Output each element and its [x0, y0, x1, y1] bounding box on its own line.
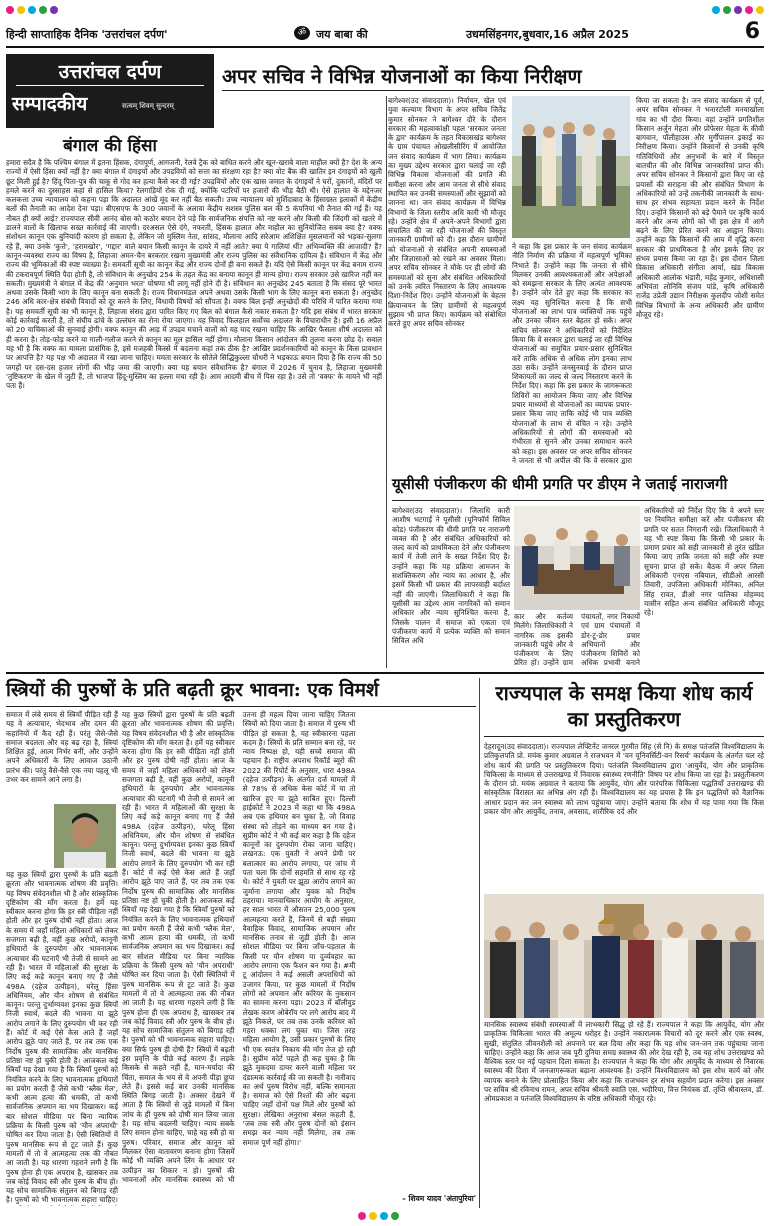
author-photo: [54, 804, 116, 868]
header-dateline: उधमसिंहनगर,बुधवार,16 अप्रैल 2025: [466, 28, 629, 41]
editorial-separator: [386, 96, 387, 668]
article2-col-c: अधिकारियों को निर्देश दिए कि वे अपने स्तर पर नियमित समीक्षा करें और पंजीकरण की प्रगति पर सतत निगरानी रखें। जिलाधिकारी ने यह भी स्पष्ट किया कि किसी भी प्रकार के प्रमाण प्रचार को सही जानकारी से तुरंत खंडित किया जाए ताकि जनता को सही और स्पष्ट सूचना प्राप्त हो सके। बैठक में अपर जिला अधिकारी एनएस नबियाल, सीडीओ आरसी तिवारी, उपजिला अधिकारी मोनिका, अनिल सिंह रावत, डीओ नगर पालिका मोहम्मद यासीन सहित अन्य संबंधित अधिकारी मौजूद रहे।: [644, 506, 764, 618]
article1-headline: अपर सचिव ने विभिन्न योजनाओं का किया निरीक्षण: [222, 65, 582, 88]
page-number: 6: [744, 19, 760, 44]
article2-col-a: बागेश्वर(उद संवाददाता)। जिलाधि कारी आशीष भटगाईं ने यूसीसी (यूनिफॉर्म सिविल कोड) पंजीकरण की धीमी प्रगति पर नाराजगी व्यक्त की है और संबंधित अधिकारियों को जल्द कार्य को प्राथमिकता देने और पंजीकरण कार्य में तेजी लाने के सख्त निर्देश दिए हैं। उन्होंने कहा कि यह प्रक्रिया आमजन के सशक्तिकरण और न्याय का आधार है, और इसमें किसी भी प्रकार की लापरवाही बर्दाश्त नहीं की जाएगी। जिलाधिकारी ने कहा कि यूसीसी का उद्देश्य आम नागरिकों को समान अधिकार और न्याय सुनिश्चित करना है, जिसके पालन में समाज को एकता एवं पंजीकरण कार्य में प्रत्येक व्यक्ति को समान सिविल अधि: [392, 506, 510, 646]
article1-col-a: बागेश्वर(उद संवाददाता)। निर्वाचन, खेल एवं युवा कल्याण विभाग के अपर सचिव जितेंद्र कुमार सोनकर ने बागेश्वर दौरे के दौरान सरकार की महत्वाकांक्षी पहल 'सरकार जनता के द्वार' कार्यक्रम के तहत विकासखंड बागेश्वर के ग्राम पंचायत ओखलीसीरिंग में आयोजित जन संवाद कार्यक्रम में भाग लिया। कार्यक्रम का मुख्य उद्देश्य सरकार द्वारा चलाई जा रही विभिन्न विकास योजनाओं की प्रगति की समीक्षा करना और आम जनता से सीधे संवाद स्थापित कर उनकी समस्याओं और सुझावों को जानना था। जन संवाद कार्यक्रम में विभिन्न विभागों के जिला स्तरीय अधि कारी भी मौजूद रहे। उन्होंने क्षेत्र में अपने-अपने विभागों द्वारा संचालित की जा रही योजनाओं की विस्तृत जानकारी ग्रामीणों को दी। इस दौरान ग्रामीणों को योजनाओं से संबंधित अपनी समस्याओं और जिज्ञासाओं को रखने का अवसर मिला। अपर सचिव सोनकर ने मौके पर ही लोगों की समस्याओं को सुना और संबंधित अधिकारियों को उनके त्वरित निस्तारण के लिए आवश्यक दिशा-निर्देश दिए। उन्होंने योजनाओं के बेहतर क्रियान्वयन के लिए ग्रामीणों से महत्वपूर्ण सुझाव भी प्राप्त किए। कार्यक्रम को संबोधित करते हुए अपर सचिव सोनकर: [388, 96, 506, 329]
color-dot-1: [6, 6, 14, 14]
article4-headline: राज्यपाल के समक्ष किया शोध कार्य का प्रस्तुतिकरण: [495, 681, 753, 731]
officials-inspection-photo: [512, 96, 630, 238]
article3-body-left: यह कुछ स्त्रियों द्वारा पुरुषों के प्रति बढ़ती क्रूरता और भावनात्मक शोषण की प्रवृत्ति। यह विषय संवेदनशील भी है और सांस्कृतिक दृष्टिकोण की माँग करता है। हमें यह स्वीकार करना होगा कि हर स्त्री पीड़िता नहीं होती और हर पुरुष दोषी नहीं होता। आज के समय में जहाँ महिला अधिकारों को लेकर सजगता बढ़ी है, वहीं कुछ अरोपों, कानूनी हथियारों के दुरुपयोग और भावनात्मक अत्याचार की घटनाएँ भी तेजी से सामने आ रही हैं। भारत में महिलाओं की सुरक्षा के लिए कई कड़े कानून बनाए गए हैं जैसे 498A (दहेज उत्पीड़न), घरेलू हिंसा अधिनियम, और यौन शोषण से संबंधित कानून। परन्तु दुर्भाग्यवश इनका कुछ स्त्रियाँ निजी स्वार्थ, बदले की भावना या झूठे आरोप लगाने के लिए दुरुपयोग भी कर रही हैं। कोर्ट में कई ऐसे केस आते हैं जहाँ आरोप झूठे पाए जाते हैं, पर तब तक एक निर्दोष पुरुष की सामाजिक और मानसिक प्रतिष्ठा नष्ट हो चुकी होती है। आजकल कई स्त्रियाँ यह देखा गया है कि स्त्रियाँ पुरुषों को नियंत्रित करने के लिए भावनात्मक हथियारों का प्रयोग करती हैं जैसे कभी 'ब्लैक मेल', कभी आत्म हत्या की धमकी, तो कभी सार्वजनिक अपमान का भय दिखाकर। कई बार सोशल मीडिया पर बिना न्यायिक प्रक्रिया के किसी पुरुष को 'यौन अपराधी' घोषित कर दिया जाता है। ऐसी स्थितियों में पुरुष मानसिक रूप से टूट जाते हैं। कुछ मामलों में तो वे आत्महत्या तक की नौबत आ जाती है। यह धारणा गहराने लगी है कि पुरुष होना ही एक अपराध है, खासकर तब जब कोई विवाद स्त्री और पुरुष के बीच हो। यह सोच सामाजिक संतुलन को बिगाड़ रही है। पुरुषों को भी भावनात्मक सहारा चाहिए।: [6, 870, 118, 1205]
editorial-title: उत्तरांचल दर्पण: [58, 61, 162, 83]
color-dot-r4: [745, 6, 753, 14]
newspaper-name: हिन्दी साप्ताहिक दैनिक 'उत्तरांचल दर्पण': [6, 28, 168, 41]
article1-col-c: किया जा सकता है। जन संवाद कार्यक्रम से पूर्व, अपर सचिव सोनकर ने भनारटोली मनयाखोला गांव का भी दौरा किया। वहां उन्होंने प्रगतिशील किसान अर्जुन मेहता और प्रोफेसर मेहता के कीवी बागवान, पॉलीहाउस और मुर्गीपालन इकाई का निरीक्षण किया। उन्होंने किसानों से उनकी कृषि गतिविधियों और अनुभवों के बारे में विस्तृत बातचीत की और विभिन्न जानकारियां प्राप्त कीं। अपर सचिव सोनकर ने किसानों द्वारा किए जा रहे प्रयासों की सराहना की और संबंधित विभाग के अधिकारियों को उन्हें तकनीकी जानकारी के साथ-साथ हर संभव सहायता प्रदान करने के निर्देश दिए। उन्होंने किसानों को बड़े पैमाने पर कृषि कार्य करने और अन्य लोगों को भी इस क्षेत्र में आगे बढ़ने के लिए प्रेरित करने का आह्वान किया। उन्होंने कहा कि किसानों की आय में वृद्धि करना सरकार की प्राथमिकता है और इसके लिए हर संभव प्रयास किया जा रहा है। इस दौरान जिला विकास अधिकारी संगीता आर्या, खंड विकास अधिकारी आलोक भंडारी, महेंद्र कुमार, अधिशासी अभियंता लोनिवि संजय पांडे, कृषि अधिकारी राजेंद्र उप्रेती उद्यान निरीक्षक कुलदीप जोशी समेत विभिन्न विभागों के अन्य अधिकारी और ग्रामीण मौजूद रहे।: [636, 96, 764, 319]
section-divider: [6, 672, 764, 674]
color-dot-5: [50, 6, 58, 14]
editorial-divider: [16, 85, 204, 86]
bottom-dot-4: [391, 1212, 399, 1220]
color-dot-2: [17, 6, 25, 14]
om-emblem-icon: ॐ: [294, 26, 310, 40]
bottom-dot-1: [358, 1212, 366, 1220]
bottom-dot-2: [369, 1212, 377, 1220]
article2-headline: यूसीसी पंजीकरण की धीमी प्रगति पर डीएम ने जताई नाराजगी: [392, 475, 728, 493]
header-slogan: जय बाबा की: [316, 28, 368, 41]
article2-col-b: कार और कर्तव्य मिलेंगे। जिलाधिकारी ने नागरिक तक इसकी जानकारी पहुंचे और वे पंजीकरण के लिए प्रेरित हों। उन्होंने ग्राम पंचायतों, नगर निकायों एवं ग्राम पंचायतों में डोर-टू-डोर प्रचार अभियानों और पंजीकरण शिविरों को अधिक प्रभावी बनाने: [514, 612, 640, 668]
editorial-body: हमारा सदैव है कि पश्चिम बंगाल में इतना हिंसक, दंगापूर्ण, आगजनी, रेलवे ट्रैक को बाधित करने और खून-खराबे वाला माहौल क्यों है? देश के अन्य राज्यों में ऐसी हिंसा क्यों नहीं है? क्या बंगाल में दंगाइयों और उपद्रवियों को सत्ता का संरक्षण रहा है? क्या वोट बैंक की खातिर इन दंगाइयों को खुली छूट मिली हुई है? हिंदू पिता-पुत्र की चाकू से गोद कर हत्या कैसे कर दी गई? उपद्रवियों और एक खास जमात के दंगाइयों ने घरों, दुकानों, मंदिरों पर हमले करने का दुस्साहस कहां से हासिल किया? रेलगाड़ियों रोक दी गई, क्योंकि पटरियों पर हजारों की भीड़ बैठी थी। ऐसे हालात के मद्देनजर कलकत्ता उच्च न्यायालय को कहना पड़ा कि अदालत आंखें मूंद कर नहीं बैठ सकती। उच्च न्यायालय को मुर्शिदाबाद के हिंसाग्रस्त इलाकों में केंद्रीय बलों की तैनाती का आदेश देना पड़ा। बीएसएफ के 300 जवानों के अलावा केंद्रीय सशस्त्र पुलिस बल की 5 कंपनियां भी तैनात की गई हैं। यह नौबत ही क्यों आई? राज्यपाल सीवी आनंद बोस को कठोर बयान देने पड़े कि सार्वजनिक संपत्ति को नष्ट करने और किसी की जिंदगी को खतरे में डालने वालों के खिलाफ सख्त कार्रवाई की जाएगी। दरअसल ऐसे दंगे, नफरती, हिंसक हालात और माहौल का सुनियोजित सबब क्या है? वक्फ संशोधन कानून एक बुनियादी कारण हो सकता है, लेकिन जो मुस्लिम नेता, सांसद, मौलाना आदि सरेआम अशिक्षित मुसलमानों को भड़का-सुलगा रहे हैं, क्या उनके 'कुत्ते', 'हरामखोर', 'गद्दार' वाले बयान किसी कानून के दायरे में नहीं आते? क्या ये गालियां थीं? अभिव्यक्ति की आजादी? हैं? कानून-व्यवस्था राज्य का विषय है, लिहाजा अमन-चैन बरकरार रखना मुख्यमंत्री और राज्य पुलिस का संवैधानिक दायित्व है। संविधान में केंद्र और राज्य की भूमिकाओं की स्पष्ट व्याख्या है। समवर्ती सूची का कानून केंद्र और राज्य दोनों ही बना सकते हैं। यदि ऐसे किसी कानून पर केंद्र बनाम राज्य की टकरावपूर्ण स्थिति पैदा होती है, तो संविधान के अनुच्छेद 254 के तहत केंद्र का बनाया कानून ही मान्य होगा। राज्य सरकार उसे खारिज नहीं कर सकती। मुख्यमंत्री ने बंगाल में केंद्र की 'अनुमान भरत' घोषणा भी लागू नहीं होने दी है। संविधान का अनुच्छेद 245 बताता है कि संसद पूरे भारत अथवा उसके किसी भाग के लिए कानून बना सकती है। राज्य विधानमंडल अपने अथवा उसके किसी भाग के लिए कानून बना सकता है। अनुच्छेद 246 अधि कार-क्षेत्र संबंधी विवादों को दूर करने के लिए, विधायी विषयों को सौंपता है। वक्फ बिल इन्हीं अनुच्छेदों की परिधि में पारित कराया गया है। यह समवर्ती सूची का भी कानून है, लिहाजा संसद द्वारा पारित किए गए बिल को बंगाल कैसे नकार सकता है? यदि इस संबंध में भारत सरकार कोई कार्रवाई करती है, तो संघीय ढांचे के उल्लंघन का रोना रोया जाएगा। यह विवाद फिलहाल सर्वोच्च अदालत के विचाराधीन है। इसी 16 अप्रैल को 20 याचिकाओं की सुनवाई होगी। वक्फ कानून की आड़ में उपद्रव मचाने वालों को यह याद रखना चाहिए कि आखिर फैसला शीर्ष अदालत को ही करना है। तोड़-फोड़ करने या गाली-गलौज करने से कानून का मूल हासिल नहीं होगा। मौलाना किसान आंदोलन की तुलना करना छोड़ दें। सवाल यह भी है कि वक्फ का मामला प्रासंगिक है, इसे मजहबी किस्से में बदलना कहां तक ठीक है? आखिर प्रदर्शनकारियों को कानून के किस प्रावधान पर आपत्ति है? यह पक्ष भी अदालत में रखा जाना चाहिए। ममता सरकार के सौतेले सिद्धिकुल्ला चौधरी ने भड़काऊ बयान दिया है कि राज्य की 50 जगहों पर दस-दस हजार लोगों की भीड़ जमा की जाएगी। क्या यह बयान संवैधानिक है? बंगाल में 2026 में चुनाव है, लिहाजा मुख्यमंत्री 'तुष्टिकरण' के खेल में जुटी हैं, तो भाजपा हिंदू-मुस्लिम का हल्ला मचा रही है। आम आदमी बीच में पिस रहा है। उसे तो 'वक्फ' के मायने भी नहीं पता हैं।: [6, 158, 382, 391]
article3-byline: – शिवम यादव 'अंतापुरिया': [402, 1194, 476, 1203]
editorial-label: सम्पादकीय: [12, 93, 88, 115]
editorial-heading: बंगाल की हिंसा: [63, 136, 157, 156]
article3-rule: [6, 706, 476, 707]
column-separator: [479, 678, 480, 1208]
color-dots-bottom: [358, 1212, 399, 1220]
article2-rule: [392, 500, 764, 501]
article1-rule: [222, 90, 764, 91]
color-dots-right: [712, 6, 764, 14]
color-dot-r1: [712, 6, 720, 14]
color-dot-r5: [756, 6, 764, 14]
article4-body-top: देहरादून(उद संवाददाता)। राज्यपाल लेफ्टिनेंट जनरल गुरमीत सिंह (से नि) के समक्ष पतंजलि विश्वविद्यालय के प्रतिकुलपति प्रो. मयंक कुमार अग्रवाल ने राजभवन में 'वन यूनिवर्सिटी-वन रिसर्च' कार्यक्रम के अंतर्गत चल रहे शोध कार्य की प्रगति पर प्रस्तुतिकरण दिया। पतंजलि विश्वविद्यालय द्वारा 'आयुर्वेद, योग और प्राकृतिक चिकित्सा के माध्यम से उत्तराखण्ड में निवारक स्वास्थ्य रणनीति' विषय पर शोध किया जा रहा है। प्रस्तुतीकरण के दौरान प्रो. मयंक अग्रवाल ने बताया कि आयुर्वेद, योग और पारंपरिक चिकित्सा पद्धतियाँ उत्तराखण्ड की सांस्कृतिक विरासत का अभिन्न अंग रही हैं। विश्वविद्यालय का यह प्रयास है कि इन पद्धतियों को वैज्ञानिक आधार प्रदान कर जन स्वास्थ्य को लाभ पहुंचाया जाए। उन्होंने बताया कि शोध में यह पाया गया कि किस प्रकार योग और आयुर्वेद, तनाव, अवसाद, शारीरिक दर्द और: [484, 742, 764, 817]
article1-col-b: ने कहा कि इस प्रकार के जन संवाद कार्यक्रम नीति निर्माण की प्रक्रिया में महत्वपूर्ण भूमिका निभाते हैं। उन्होंने कहा कि जनता से सीधे मिलकर उनकी आवश्यकताओं और अपेक्षाओं को समझना सरकार के लिए अत्यंत आवश्यक है। उन्होंने जोर देते हुए कहा कि सरकार का लक्ष्य यह सुनिश्चित करना है कि सभी योजनाओं का लाभ पात्र व्यक्तियों तक पहुंचे और उनका जीवन स्तर बेहतर हो सके। अपर सचिव सोनकर ने अधिकारियों को निर्देशित किया कि वे सरकार द्वारा चलाई जा रही विभिन्न योजनाओं का समुचित प्रचार-प्रसार सुनिश्चित करें ताकि अधिक से अधिक लोग इनका लाभ उठा सकें। उन्होंने जनसुनवाई के दौरान प्राप्त शिकायतों का जल्द से जल्द निस्तारण करने के निर्देश दिए। कहा कि इस प्रकार के जागरूकता शिविरों का आयोजन किया जाए और विभिन्न प्रचार माध्यमों से योजनाओं का व्यापक प्रचार-प्रसार किया जाए ताकि कोई भी पात्र व्यक्ति योजनाओं के लाभ से वंचित न रहे। उन्होंने अधिकारियों से लोगों की समस्याओं को गंभीरता से सुनने और उनका समाधान करने को कहा। इस अवसर पर अपर सचिव सोनकर ने जनता से भी अपील की कि वे सरकार द्वारा: [512, 242, 632, 464]
meeting-photo: [514, 506, 640, 610]
article4-body-bottom: मानसिक स्वास्थ्य संबंधी समस्याओं में लाभकारी सिद्ध हो रहे हैं। राज्यपाल ने कहा कि आयुर्वेद, योग और प्राकृतिक चिकित्सा भारत की अमूल्य धरोहर है। उन्होंने नकारात्मक विचारों को दूर करने और एक स्वस्थ, सुखी, संतुलित जीवनशैली को अपनाने पर बल दिया और कहा कि यह शोध जन-जन तक पहुंचाया जाना चाहिए। उन्होंने कहा कि आज जब पूरी दुनिया समग्र स्वास्थ्य की ओर देख रही है, तब यह शोध उत्तराखण्ड को वैश्विक स्तर पर नई पहचान दिला सकता है। राज्यपाल ने कहा कि योग और आयुर्वेद के माध्यम से निवारक स्वास्थ्य की दिशा में जनजागरूकता बढ़ाना आवश्यक है। उन्होंने विश्वविद्यालय को इस शोध कार्य को और व्यापक बनाने के लिए प्रोत्साहित किया और कहा कि राजभवन हर संभव सहयोग प्रदान करेगा। इस अवसर पर सचिव श्री रविनाथ रामन, अपर सचिव श्रीमती स्वाति एस. भदौरिया, वित्त नियंत्रक डॉ. तृप्ति श्रीवास्तव, डॉ. ओमप्रकाश व पतंजलि विश्वविद्यालय के वरिष्ठ अधिकारी मौजूद रहे।: [484, 1020, 764, 1104]
article3-intro: समाज में लंबे समय से स्त्रियाँ पीड़ित रही हैं यह वे अत्याचार, भेदभाव और दमन की कहानियों में कैद रही हैं। परंतु जैसे-जैसे समाज बदलता और वह बढ़ रहा है, स्त्रियां शिक्षित हुई, आत्म निर्भर बनीं, और उन्होंने अपने अधिकारों के लिए आवाज उठानी प्रारंभ की। परंतु वैसे-वैसे एक नया पहलू भी उभर कर सामने आने लगा है।: [6, 710, 118, 785]
color-dots-left: [6, 6, 58, 14]
article3-body: यह कुछ स्त्रियों द्वारा पुरुषों के प्रति बढ़ती क्रूरता और भावनात्मक शोषण की प्रवृत्ति। यह विषय संवेदनशील भी है और सांस्कृतिक दृष्टिकोण की माँग करता है। हमें यह स्वीकार करना होगा कि हर स्त्री पीड़िता नहीं होती और हर पुरुष दोषी नहीं होता। आज के समय में जहाँ महिला अधिकारों को लेकर सजगता बढ़ी है, वहीं कुछ अरोपों, कानूनी हथियारों के दुरुपयोग और भावनात्मक अत्याचार की घटनाएँ भी तेजी से सामने आ रही हैं। भारत में महिलाओं की सुरक्षा के लिए कई कड़े कानून बनाए गए हैं जैसे 498A (दहेज उत्पीड़न), घरेलू हिंसा अधिनियम, और यौन शोषण से संबंधित कानून। परन्तु दुर्भाग्यवश इनका कुछ स्त्रियाँ निजी स्वार्थ, बदले की भावना या झूठे आरोप लगाने के लिए दुरुपयोग भी कर रही हैं। कोर्ट में कई ऐसे केस आते हैं जहाँ आरोप झूठे पाए जाते हैं, पर तब तक एक निर्दोष पुरुष की सामाजिक और मानसिक प्रतिष्ठा नष्ट हो चुकी होती है। आजकल कई स्त्रियाँ यह देखा गया है कि स्त्रियाँ पुरुषों को नियंत्रित करने के लिए भावनात्मक हथियारों का प्रयोग करती हैं जैसे कभी 'ब्लैक मेल', कभी आत्म हत्या की धमकी, तो कभी सार्वजनिक अपमान का भय दिखाकर। कई बार सोशल मीडिया पर बिना न्यायिक प्रक्रिया के किसी पुरुष को 'यौन अपराधी' घोषित कर दिया जाता है। ऐसी स्थितियों में पुरुष मानसिक रूप से टूट जाते हैं। कुछ मामलों में तो वे आत्महत्या तक की नौबत आ जाती है। यह धारणा गहराने लगी है कि पुरुष होना ही एक अपराध है, खासकर तब जब कोई विवाद स्त्री और पुरुष के बीच हो। यह सोच सामाजिक संतुलन को बिगाड़ रही है। पुरुषों को भी भावनात्मक सहारा चाहिए। क्या सिर्फ पुरुष ही दोषी हैं? स्त्रियों में बढ़ती इस प्रवृत्ति के पीछे कई कारण हैं। लड़के किसके से कहते नहीं हैं, मान-मर्यादा की चिंता, समाज के भय से वे अपनी पीड़ा छुपा लेते हैं। इससे कई बार उनकी मानसिक स्थिति बिगड़ जाती है। अक्सर देखने में आता है कि स्त्रियों से जुड़े मामलों में बिना जांच के ही पुरुष को दोषी मान लिया जाता है। यह सोच बदलनी चाहिए। न्याय सबके लिए समान होना चाहिए, चाहे वह स्त्री हो या पुरुष। परिवार, समाज और कानून को मिलकर ऐसा वातावरण बनाना होगा जिसमें कोई भी व्यक्ति अपने लिंग के आधार पर उत्पीड़न का शिकार न हो। पुरुषों की भावनाओं और मानसिक स्वास्थ्य को भी उतना ही महत्व दिया जाना चाहिए जितना स्त्रियों को दिया जाता है। समाज में पुरुष भी पीड़ित हो सकता है, यह स्वीकारना पहला कदम है। स्त्रियों के प्रति सम्मान बना रहे, पर न्याय निष्पक्ष हो, यही सच्चे समाज की पहचान है। राष्ट्रीय अपराध रिकॉर्ड ब्यूरो की 2022 की रिपोर्ट के अनुसार, धारा 498A (दहेज उत्पीड़न) के अंतर्गत दर्ज मामलों में से 78% से अधिक केस कोर्ट में या तो खारिज हुए या झूठे साबित हुए। दिल्ली हाईकोर्ट ने 2023 में कहा था कि 498A अब एक हथियार बन चुका है, जो विवाह संस्था को तोड़ने का माध्यम बन गया है। सुप्रीम कोर्ट ने भी कई बार कहा है कि दहेज कानूनों का दुरुपयोग रोका जाना चाहिए। लखनऊ: एक युवती ने अपने प्रेमी पर बलात्कार का आरोप लगाया, पर जांच में पता चला कि दोनों सहमति से साथ रह रहे थे। कोर्ट ने युवती पर झूठा आरोप लगाने का जुर्माना लगाया और युवक को निर्दोष ठहराया। मानवाधिकार आयोग के अनुसार, हर साल भारत में औसतन 25,000 पुरुष आत्महत्या करते हैं, जिनमें से बड़ी संख्या वैवाहिक विवाद, सामाजिक अपमान और मानसिक तनाव से जुड़ी होती है। आज सोशल मीडिया पर बिना जाँच-पड़ताल के किसी पर यौन शोषण या दुर्व्यवहार का आरोप लगाना एक फैशन बन गया है। #मी टू आंदोलन ने कई असली अपराधियों को उजागर किया, पर कुछ मामलों में निर्दोष लोगों को अपमान और करियर के नुकसान का सामना करना पड़ा। 2023 में बॉलीवुड लेखक करण ओबेरॉय पर लगे आरोप बाद में झूठे निकले, पर तब तक उनके करियर को गहरा धक्का लग चुका था। जिस तरह महिला आयोग है, उसी प्रकार पुरुषों के लिए भी एक स्वतंत्र निकाय की माँग तेज हो रही है। सुप्रीम कोर्ट पहले ही कह चुका है कि झूठे मुकदमा दायर करने वाली महिला पर दंडात्मक कार्रवाई की जा सकती है। नारीवाद का अर्थ पुरुष विरोध नहीं, बल्कि समानता है। समाज को ऐसे रिश्तों की ओर बढ़ना चाहिए जहाँ दोनों पक्ष मिलें और पुरुषों को सुरक्षा। लेखिका अनुराधा बंसल कहती हैं, 'जब तक स्त्री और पुरुष दोनों को इंसान समझ कर न्याय नहीं मिलेगा, तब तक समाज पूर्ण नहीं होगा।': [122, 710, 356, 1184]
article3-headline: स्त्रियों की पुरुषों के प्रति बढ़ती क्रूर भावना: एक विमर्श: [6, 679, 379, 701]
bottom-dot-3: [380, 1212, 388, 1220]
color-dot-r2: [723, 6, 731, 14]
color-dot-3: [28, 6, 36, 14]
article4-rule: [484, 736, 764, 737]
editorial-masthead: [6, 54, 214, 128]
editorial-motto: सत्यम् शिवम् सुन्दरम्: [122, 102, 174, 110]
color-dot-4: [39, 6, 47, 14]
governor-meeting-photo: [484, 894, 764, 1018]
header-bar: [6, 19, 764, 48]
color-dot-r3: [734, 6, 742, 14]
